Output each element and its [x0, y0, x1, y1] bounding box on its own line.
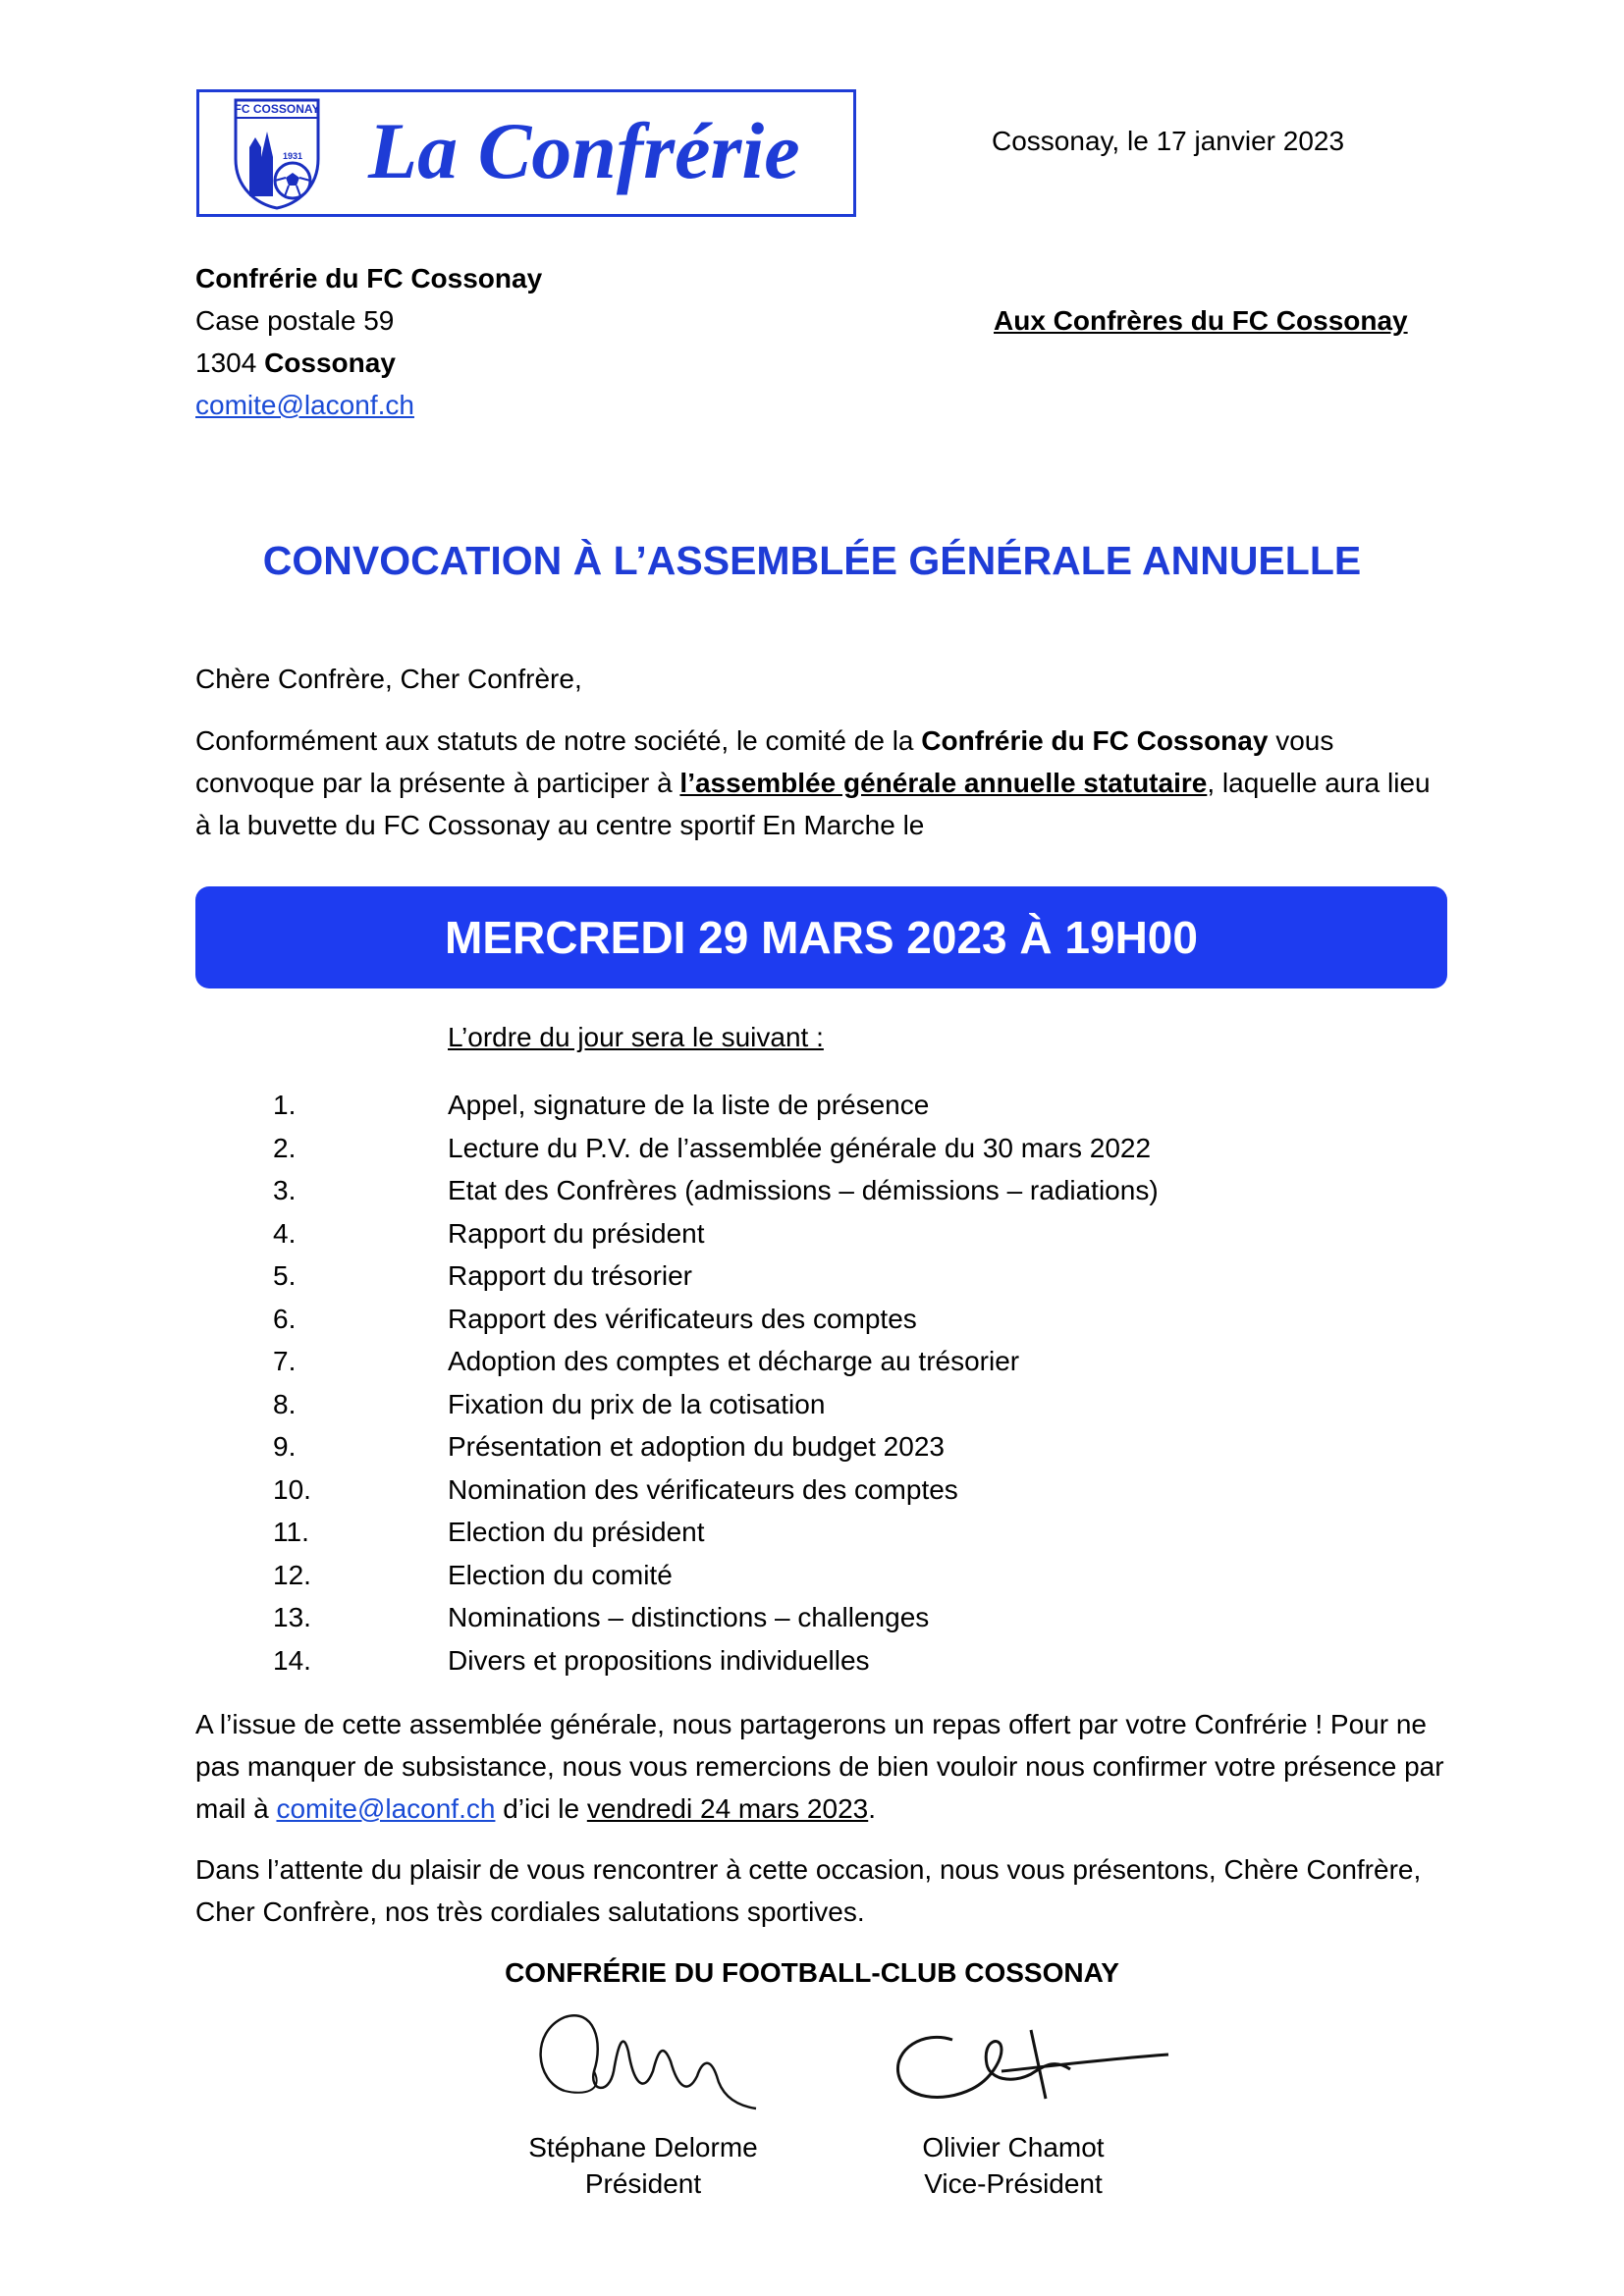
letter-date: Cossonay, le 17 janvier 2023 [992, 126, 1345, 156]
signer-vice-president [837, 2129, 1190, 2202]
intro-meeting-type: l’assemblée générale annuelle statutaire [679, 768, 1208, 798]
logo-box [196, 89, 856, 217]
closing-paragraph [195, 1703, 1452, 1830]
closing-part3: . [868, 1793, 876, 1824]
agenda-item-number: 6. [273, 1303, 297, 1334]
closing-deadline: vendredi 24 mars 2023 [586, 1793, 869, 1824]
closing-part1: A l’issue de cette assemblée générale, nous partagerons un repas offert par votre Confrérie ! Pour ne pas manquer de subsistance, nous vous remercions de bien vouloir nous confirmer votre présence par mail à [195, 1709, 1444, 1824]
sender-name: Confrérie du FC Cossonay [195, 263, 543, 294]
signature-vice-president [884, 2020, 1178, 2118]
agenda-item-number: 13. [273, 1602, 311, 1632]
signature-president [525, 2002, 761, 2120]
meeting-date: MERCREDI 29 MARS 2023 À 19H00 [445, 912, 1198, 963]
agenda-item-text: Nominations – distinctions – challenges [448, 1602, 930, 1632]
signer-name: Stéphane Delorme [528, 2132, 758, 2163]
agenda-item-number: 7. [273, 1346, 297, 1376]
agenda-item-number: 1. [273, 1090, 297, 1120]
agenda-item-number: 8. [273, 1388, 297, 1419]
agenda-item-number: 2. [273, 1132, 297, 1163]
signer-role: Président [584, 2168, 702, 2199]
agenda-intro: L’ordre du jour sera le suivant : [448, 1022, 824, 1052]
sender-address-city [195, 342, 396, 384]
club-crest-icon [232, 98, 322, 210]
agenda-item-text: Rapport des vérificateurs des comptes [448, 1303, 917, 1334]
agenda-item-text: Rapport du trésorier [448, 1260, 693, 1291]
signoff: CONFRÉRIE DU FOOTBALL-CLUB COSSONAY [505, 1957, 1119, 1988]
salutation: Chère Confrère, Cher Confrère, [195, 664, 582, 694]
agenda-item-text: Fixation du prix de la cotisation [448, 1388, 826, 1419]
agenda-item-number: 9. [273, 1431, 297, 1462]
sender-postbox: Case postale 59 [195, 305, 395, 336]
closing-part2: d’ici le [495, 1793, 587, 1824]
intro-part1: Conformément aux statuts de notre société, le comité de la [195, 725, 922, 756]
signature-vice-president-icon [884, 2020, 1178, 2118]
agenda-item-text: Etat des Confrères (admissions – démissions – radiations) [448, 1175, 1159, 1205]
signature-president-icon [525, 2002, 761, 2120]
agenda-item-text: Nomination des vérificateurs des comptes [448, 1473, 958, 1505]
agenda-item-number: 3. [273, 1175, 297, 1205]
signer-role: Vice-Président [924, 2168, 1103, 2199]
sender-postcode: 1304 [195, 347, 257, 378]
crest-year: 1931 [283, 151, 303, 161]
crest-text: FC COSSONAY [234, 102, 320, 116]
meeting-date-banner [195, 886, 1447, 988]
agenda-item-number: 4. [273, 1217, 297, 1249]
agenda-item-text: Lecture du P.V. de l’assemblée générale du 30 mars 2022 [448, 1132, 1152, 1163]
page-title: CONVOCATION À L’ASSEMBLÉE GÉNÉRALE ANNUELLE [262, 538, 1362, 583]
intro-org-name: Confrérie du FC Cossonay [921, 725, 1269, 756]
logo-title: La Confrérie [368, 106, 800, 195]
agenda-item-text: Election du comité [448, 1559, 673, 1590]
recipient: Aux Confrères du FC Cossonay [994, 305, 1408, 336]
agenda-item-text: Appel, signature de la liste de présence [448, 1090, 930, 1120]
farewell-paragraph: Dans l’attente du plaisir de vous rencontrer à cette occasion, nous vous présentons, Chère Confrère, Cher Confrère, nos très cordiales salutations sportives. [195, 1854, 1422, 1927]
signer-name: Olivier Chamot [922, 2132, 1105, 2163]
agenda-item-text: Rapport du président [448, 1217, 705, 1249]
agenda-item-text: Election du président [448, 1517, 705, 1547]
agenda-item-number: 12. [273, 1559, 311, 1590]
closing-email-link[interactable]: comite@laconf.ch [276, 1793, 496, 1824]
agenda-item-number: 14. [273, 1644, 311, 1676]
agenda-item-number: 11. [273, 1517, 309, 1547]
agenda-item-text: Adoption des comptes et décharge au trésorier [448, 1346, 1020, 1376]
intro-paragraph [195, 720, 1452, 846]
intro-part3: , laquelle aura lieu à la buvette du FC Cossonay au centre sportif En Marche le [195, 768, 1431, 840]
agenda-item-number: 10. [273, 1473, 311, 1505]
intro-part2: vous convoque par la présente à participer à [195, 725, 1334, 798]
agenda-item-text: Divers et propositions individuelles [448, 1644, 870, 1676]
agenda-item-text: Présentation et adoption du budget 2023 [448, 1431, 945, 1462]
sender-city: Cossonay [264, 347, 396, 378]
sender-email-link[interactable]: comite@laconf.ch [195, 390, 414, 420]
agenda-item-number: 5. [273, 1260, 297, 1291]
signer-president [466, 2129, 820, 2202]
